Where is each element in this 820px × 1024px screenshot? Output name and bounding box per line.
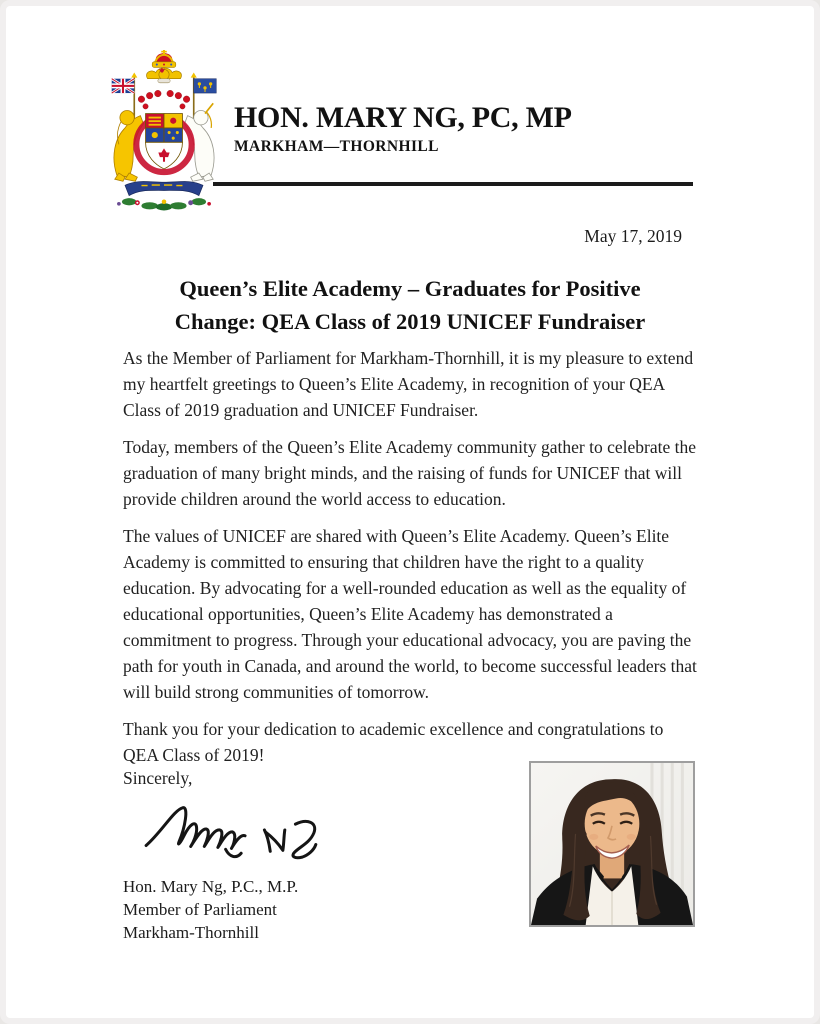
letter-title-line2: Change: QEA Class of 2019 UNICEF Fundraiser [174,309,646,334]
paragraph-1: As the Member of Parliament for Markham-Thornhill, it is my pleasure to extend my heartfelt greetings to Queen’s Elite Academy, in recognition of your QEA Class of 2019 graduation and UNICEF Fundraiser. [123,348,694,420]
paragraph-4: Thank you for your dedication to academic excellence and congratulations to QEA Class of 2019! [123,719,664,765]
letter-title-line1: Queen’s Elite Academy – Graduates for Positive [179,276,641,301]
canadian-coat-of-arms-icon [106,50,222,212]
mp-name: HON. MARY NG, PC, MP [234,101,572,134]
mp-riding: MARKHAM—THORNHILL [234,138,439,155]
letter-date: May 17, 2019 [584,226,682,246]
mary-ng-portrait-photo [529,761,695,927]
paragraph-2: Today, members of the Queen’s Elite Academy community gather to celebrate the graduation of many bright minds, and the raising of funds for UNICEF that will provide children around the world access to education. [123,437,696,509]
letter-title [66,272,754,338]
signature-icon [137,797,355,861]
signatory-block [123,875,423,944]
letter-body [123,345,698,779]
signatory-role: Member of Parliament [123,900,277,919]
signatory-name: Hon. Mary Ng, P.C., M.P. [123,877,299,896]
signatory-riding: Markham-Thornhill [123,923,259,942]
letterhead-rule [213,182,693,186]
salutation: Sincerely, [123,768,193,788]
closing-block [123,768,423,944]
paragraph-3: The values of UNICEF are shared with Queen’s Elite Academy. Queen’s Elite Academy is committed to ensuring that children have the right to a quality education. By advocating for a well-rounded education as well as the equality of educational opportunities, Queen’s Elite Academy has demonstrated a commitment to progress. Through your educational advocacy, you are paving the path for youth in Canada, and around the world, to become successful leaders that will build strong communities of tomorrow. [123,526,697,702]
letterhead [234,102,572,156]
